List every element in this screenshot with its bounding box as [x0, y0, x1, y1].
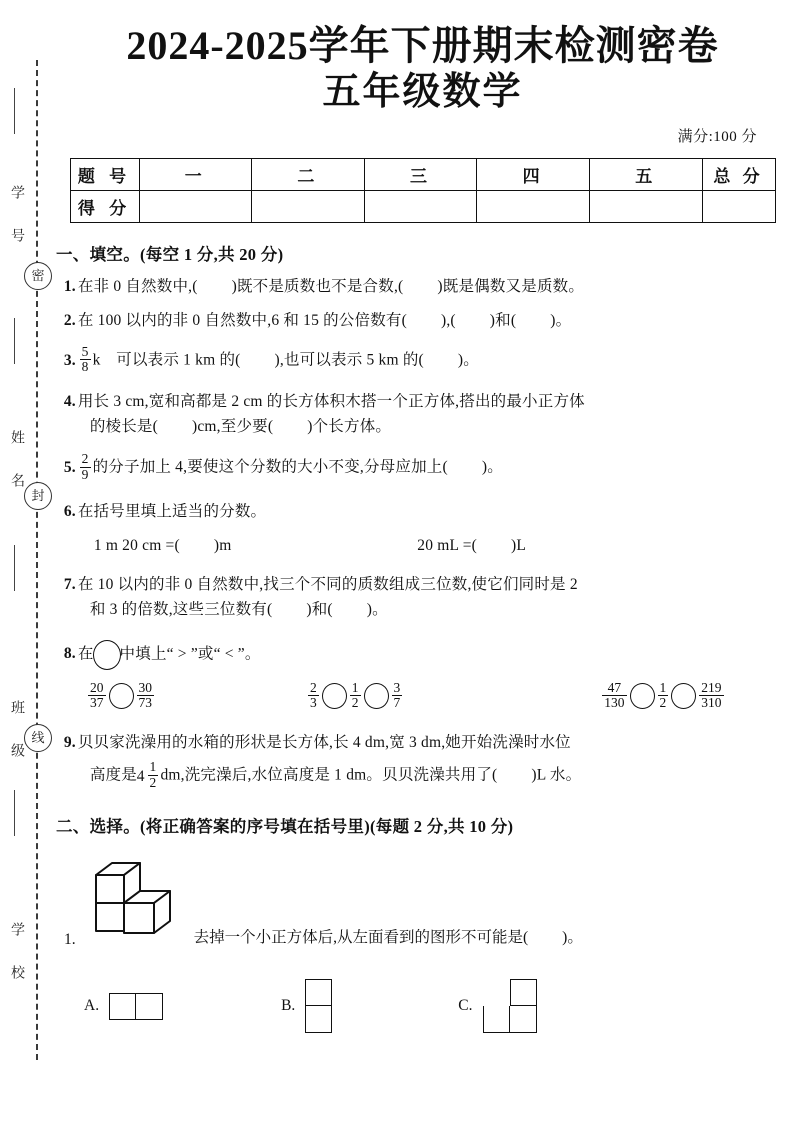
unit-conversion-2-a: 20 mL =( — [417, 536, 477, 554]
square-cell — [510, 1006, 537, 1033]
question-4-line2-a: 的棱长是( — [89, 418, 158, 436]
question-7-line2-b: )和( — [306, 600, 333, 618]
fraction-denominator: 2 — [149, 774, 157, 790]
score-table-col-4: 四 — [477, 158, 590, 190]
seal-field-student-number: 学 号 — [9, 185, 24, 249]
fraction-numerator: 1 — [659, 679, 667, 695]
question-9-line2-c: )L 水。 — [531, 766, 582, 784]
fraction-numerator: 2 — [81, 451, 89, 467]
question-3-text-c: )。 — [457, 351, 479, 369]
score-table-col-3: 三 — [364, 158, 477, 190]
question-2-number: 2. — [63, 311, 76, 329]
fraction-numerator: 2 — [310, 679, 317, 695]
fraction-denominator: 2 — [351, 695, 359, 711]
question-5-text-a: 的分子加上 4,要使这个分数的大小不变,分母应加上( — [92, 458, 448, 476]
square-cell — [136, 993, 163, 1020]
choice-question-1-text-b: )。 — [562, 929, 583, 947]
question-6 — [56, 499, 779, 557]
option-c-label: C. — [458, 997, 473, 1015]
question-9-line2 — [64, 761, 779, 791]
fraction-five-eighths — [80, 345, 91, 375]
question-4 — [56, 389, 779, 439]
page-title: 2024-2025学年下册期末检测密卷 — [126, 23, 719, 68]
section-heading-multiple-choice: 二、选择。(将正确答案的序号填在括号里)(每题 2 分,共 10 分) — [56, 817, 514, 837]
exam-content — [52, 241, 793, 1034]
comparison-circle-icon[interactable] — [630, 683, 655, 709]
score-cell-5[interactable] — [589, 190, 702, 222]
page-subtitle: 五年级数学 — [322, 71, 523, 114]
question-5 — [56, 453, 779, 483]
question-9-line2-b: dm,洗完澡后,水位高度是 1 dm。贝贝洗澡共用了( — [160, 766, 498, 784]
seal-field-school: 学 校 — [9, 922, 24, 986]
option-c[interactable] — [458, 979, 536, 1033]
fraction-denominator: 9 — [81, 466, 89, 482]
fraction-30-73 — [137, 681, 155, 711]
question-1-text-a: 在非 0 自然数中,( — [77, 277, 198, 295]
question-1-text-b: )既不是质数也不是合数,( — [231, 277, 404, 295]
seal-field-name: 姓 名 — [9, 430, 24, 494]
mixed-number-four-and-half — [137, 761, 161, 791]
fraction-denominator: 7 — [393, 695, 401, 711]
question-7-line2-a: 和 3 的倍数,这些三位数有( — [89, 600, 273, 618]
question-6-number: 6. — [63, 503, 76, 521]
score-table — [70, 158, 776, 223]
full-score-label: 满分:100 分 — [677, 128, 757, 145]
question-2-text-d: )。 — [550, 311, 572, 329]
fraction-denominator: 130 — [604, 695, 625, 711]
square-cell — [109, 993, 136, 1020]
fraction-numerator: 219 — [701, 679, 722, 695]
square-cell — [305, 979, 332, 1006]
seal-field-class: 班 级 — [9, 700, 24, 764]
choice-question-1-number: 1. — [64, 931, 76, 949]
fraction-numerator: 20 — [90, 679, 104, 695]
comparison-circle-icon[interactable] — [364, 683, 389, 709]
fraction-two-ninths — [80, 452, 91, 482]
fraction-denominator: 73 — [138, 695, 152, 711]
seal-rule — [14, 88, 15, 134]
question-9 — [56, 730, 779, 791]
question-7 — [56, 572, 779, 622]
question-4-line1: 用长 3 cm,宽和高都是 2 cm 的长方体积木搭一个正方体,搭出的最小正方体 — [77, 393, 585, 411]
score-table-col-2: 二 — [252, 158, 365, 190]
unit-conversion-1 — [94, 533, 231, 558]
question-4-line2-b: )cm,至少要( — [191, 418, 274, 436]
choice-question-1 — [56, 857, 779, 953]
comparison-group-3 — [600, 679, 725, 712]
unit-conversion-2 — [417, 533, 526, 558]
seal-char-xian: 线 — [24, 724, 52, 752]
square-cell — [510, 979, 537, 1006]
question-5-text-b: )。 — [481, 458, 503, 476]
question-2-text-a: 在 100 以内的非 0 自然数中,6 和 15 的公倍数有( — [77, 311, 407, 329]
question-9-number: 9. — [63, 734, 76, 752]
option-c-shape-icon — [483, 979, 537, 1033]
score-cell-1[interactable] — [139, 190, 252, 222]
square-cell — [305, 1006, 332, 1033]
question-4-line2 — [64, 414, 779, 439]
question-8-text-b: 中填上“ > ”或“ < ”。 — [119, 645, 261, 663]
seal-char-mi: 密 — [24, 262, 52, 290]
fraction-denominator: 3 — [310, 695, 317, 711]
fraction-2-3 — [308, 681, 319, 711]
mixed-fraction-part — [148, 760, 159, 790]
score-cell-total[interactable] — [702, 190, 775, 222]
unit-conversion-2-b: )L — [511, 536, 527, 554]
question-8 — [56, 640, 779, 670]
fraction-denominator: 2 — [659, 695, 667, 711]
comparison-circle-icon[interactable] — [322, 683, 347, 709]
question-4-line2-c: )个长方体。 — [307, 418, 392, 436]
mixed-whole-part: 4 — [136, 767, 145, 785]
seal-rule — [14, 318, 15, 364]
fraction-denominator: 8 — [81, 359, 89, 375]
table-row-question-numbers — [70, 158, 775, 190]
fraction-numerator: 47 — [602, 681, 626, 697]
fraction-numerator: 1 — [149, 759, 157, 775]
question-9-line2-a: 高度是 — [89, 766, 137, 784]
question-7-line2-c: )。 — [366, 600, 388, 618]
unit-conversion-1-b: )m — [213, 536, 232, 554]
option-a-shape-icon — [109, 993, 163, 1020]
comparison-group-2 — [306, 679, 404, 712]
choice-question-1-text — [194, 925, 583, 953]
fraction-numerator: 1 — [351, 679, 359, 695]
seal-rule — [14, 545, 15, 591]
question-3-number: 3. — [63, 351, 76, 369]
question-3 — [56, 343, 779, 376]
question-3-text-a: k 可以表示 1 km 的( — [92, 351, 241, 369]
score-cell-2[interactable] — [252, 190, 365, 222]
fraction-denominator: 310 — [701, 695, 722, 711]
option-b[interactable] — [281, 979, 332, 1033]
question-2-text-c: )和( — [489, 311, 517, 329]
page-header — [52, 0, 793, 146]
option-c-bottom-row — [483, 1006, 537, 1033]
question-4-number: 4. — [63, 393, 76, 411]
section-heading-fill-blank: 一、填空。(每空 1 分,共 20 分) — [56, 244, 284, 264]
score-table-col-total: 总 分 — [702, 158, 775, 190]
fraction-numerator: 5 — [81, 343, 89, 359]
fraction-219-310 — [699, 681, 723, 711]
fraction-numerator: 3 — [393, 679, 401, 695]
question-9-line1: 贝贝家洗澡用的水箱的形状是长方体,长 4 dm,宽 3 dm,她开始洗澡时水位 — [77, 734, 571, 752]
score-cell-4[interactable] — [477, 190, 590, 222]
question-6-text-a: 在括号里填上适当的分数。 — [77, 503, 267, 521]
question-3-text-b: ),也可以表示 5 km 的( — [274, 351, 424, 369]
question-1 — [56, 274, 779, 299]
question-6-unit-row — [64, 533, 779, 558]
question-8-comparisons — [56, 679, 779, 712]
fraction-1-2 — [350, 681, 361, 711]
question-8-text-a: 在 — [77, 645, 94, 663]
question-1-number: 1. — [63, 277, 76, 295]
square-cell — [483, 1006, 510, 1033]
score-table-header-label: 题 号 — [70, 158, 139, 190]
question-7-line2 — [64, 597, 779, 622]
question-7-line1: 在 10 以内的非 0 自然数中,找三个不同的质数组成三位数,使它们同时是 2 — [77, 575, 578, 593]
question-7-number: 7. — [63, 575, 76, 593]
fraction-20-37 — [88, 681, 106, 711]
option-a[interactable] — [84, 993, 163, 1020]
comparison-circle-icon[interactable] — [109, 683, 134, 709]
seal-char-feng: 封 — [24, 482, 52, 510]
seal-rule — [14, 790, 15, 836]
fraction-3-7 — [392, 681, 403, 711]
three-cube-solid-figure-icon — [82, 857, 190, 953]
table-row-scores — [70, 190, 775, 222]
score-table-col-5: 五 — [589, 158, 702, 190]
unit-conversion-1-a: 1 m 20 cm =( — [93, 536, 180, 554]
fraction-47-130 — [602, 681, 626, 711]
fraction-numerator: 30 — [138, 679, 152, 695]
option-b-label: B. — [281, 997, 296, 1015]
option-b-shape-icon — [305, 979, 332, 1033]
question-8-number: 8. — [63, 645, 76, 663]
question-2-text-b: ),( — [440, 311, 456, 329]
comparison-circle-icon[interactable] — [93, 640, 121, 670]
option-a-label: A. — [84, 997, 100, 1015]
fraction-denominator: 37 — [90, 695, 104, 711]
question-5-number: 5. — [63, 458, 76, 476]
sealing-dashed-line — [36, 60, 38, 1060]
fraction-1-2 — [658, 681, 669, 711]
question-1-text-c: )既是偶数又是质数。 — [437, 277, 585, 295]
question-2 — [56, 308, 779, 333]
sealing-margin — [0, 0, 52, 1122]
comparison-group-1 — [86, 679, 156, 712]
choice-question-1-options — [56, 979, 779, 1033]
score-cell-3[interactable] — [364, 190, 477, 222]
choice-question-1-text-a: 去掉一个小正方体后,从左面看到的图形不可能是( — [193, 929, 529, 947]
score-table-col-1: 一 — [139, 158, 252, 190]
score-table-score-label: 得 分 — [70, 190, 139, 222]
exam-page — [52, 0, 793, 1122]
comparison-circle-icon[interactable] — [671, 683, 696, 709]
